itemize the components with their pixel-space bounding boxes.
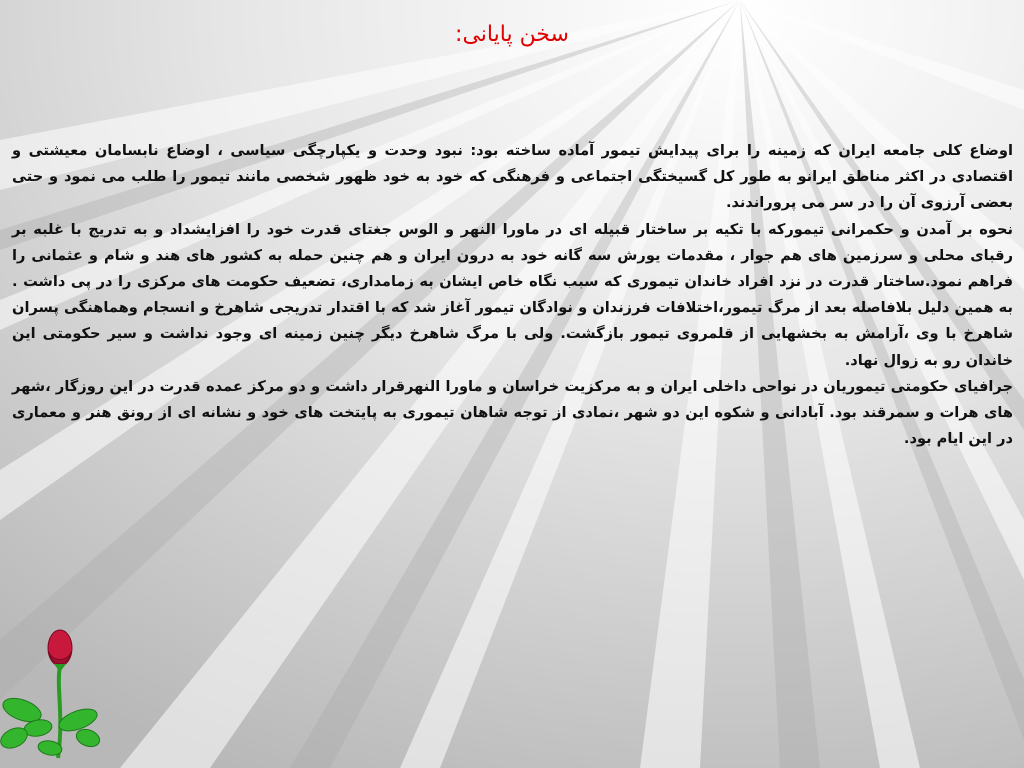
rose-icon: [0, 628, 100, 760]
slide-body: [12, 138, 1013, 452]
paragraph-1: اوضاع کلی جامعه ایران که زمینه را برای پیدایش تیمور آماده ساخته بود: نبود وحدت و یکپارچگی سیاسی ، اوضاع نابسامان معیشتی و اقتصادی در اکثر مناطق ایرانو به طور کل گسیختگی اجتماعی و فرهنگی که خود به خود ظهور شخصی مانند تیمور را طلب می نمود و حتی بعضی آرزوی آن را در سر می پروراندند.: [12, 142, 1013, 212]
paragraph-3: جرافیای حکومتی تیموریان در نواحی داخلی ایران و به مرکزیت خراسان و ماورا النهرقرار داشت و دو مرکز عمده قدرت در این روزگار ،شهر های هرات و سمرقند بود. آبادانی و شکوه این دو شهر ،نمادی از توجه شاهان تیموری به پایتخت های خود و نشانه ای از رونق هنر و معماری در این ایام بود.: [12, 377, 1013, 448]
paragraph-2: نحوه بر آمدن و حکمرانی تیمورکه با تکیه بر ساختار قبیله ای در ماورا النهر و الوس جغتای قدرت خود را افزایشداد و به تدریج با غلبه بر رقبای محلی و سرزمین های هم جوار ، مقدمات یورش سه گانه خود به درون ایران و هم چنین حمله به کشور های هند و شام و عثمانی را فراهم نمود.ساختار قدرت در نزد افراد خاندان تیموری که سبب نگاه خاص ایشان به زمامداری، تضعیف حکومت های مرکزی را در پی داشت . به همین دلیل بلافاصله بعد از مرگ تیمور،اختلافات فرزندان و نوادگان تیمور آغاز شد که با اقتدار تدریجی شاهرخ و انسجام وهماهنگی پسران شاهرخ با وی ،آرامش به بخشهایی از قلمروی تیمور بازگشت. ولی با مرگ شاهرخ دیگر چنین زمینه ای وجود نداشت و سیر حکومتی این خاندان رو به زوال نهاد.: [12, 220, 1013, 369]
slide-title: سخن پایانی:: [455, 22, 569, 47]
